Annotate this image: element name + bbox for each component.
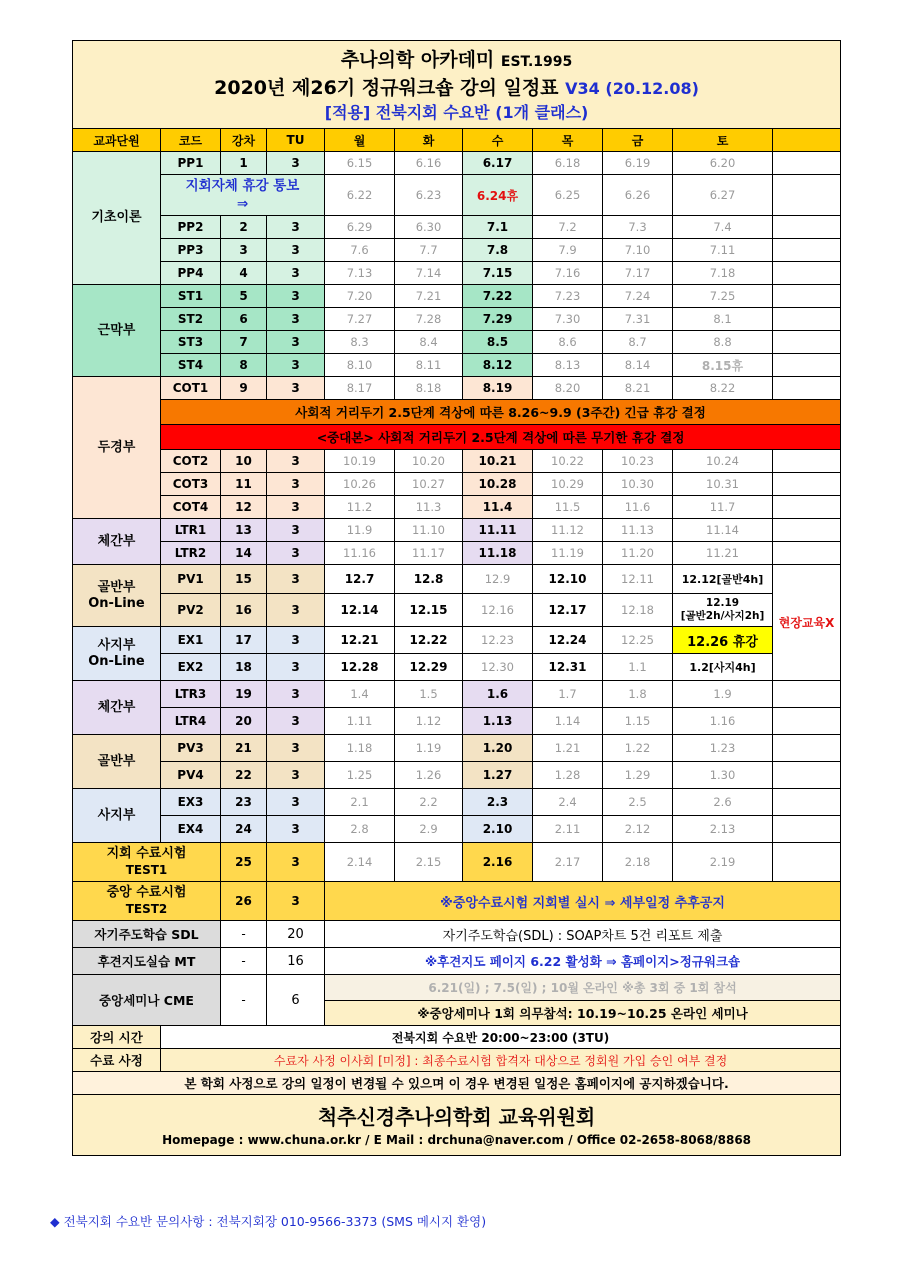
holiday-wed: 6.24휴 <box>463 175 533 216</box>
cme-note-2: ※중앙세미나 1회 의무참석: 10.19~10.25 온라인 세미나 <box>325 1000 841 1026</box>
table-row: 골반부 On-Line PV1 15 3 12.7 12.8 12.9 12.10 12.11 12.12[골반4h] 현장교육X <box>73 565 841 594</box>
col-unit: 교과단원 <box>73 129 161 152</box>
schedule-sheet <box>72 40 840 1156</box>
orange-banner: 사회적 거리두기 2.5단계 격상에 따른 8.26~9.9 (3주간) 긴급 휴강 결정 <box>161 400 841 425</box>
col-mon: 월 <box>325 129 395 152</box>
completion-note: 수료자 사정 이사회 [미정] : 최종수료시험 합격자 대상으로 정회원 가입 승인 여부 결정 <box>161 1049 841 1072</box>
sdl-note: 자기주도학습(SDL) : SOAP차트 5건 리포트 제출 <box>325 921 841 948</box>
table-row <box>73 400 841 425</box>
footer-block <box>73 1095 841 1156</box>
red-banner: <중대본> 사회적 거리두기 2.5단계 격상에 따른 무기한 휴강 결정 <box>161 425 841 450</box>
table-row: COT3 11 3 10.26 10.27 10.28 10.29 10.30 10.31 <box>73 473 841 496</box>
table-row <box>73 425 841 450</box>
table-row: PV4 22 3 1.25 1.26 1.27 1.28 1.29 1.30 <box>73 762 841 789</box>
table-row: 기초이론 PP1 1 3 6.15 6.16 6.17 6.18 6.19 6.20 <box>73 152 841 175</box>
col-wed: 수 <box>463 129 533 152</box>
col-lecture: 강차 <box>221 129 267 152</box>
test2-note: ※중앙수료시험 지회별 실시 ⇒ 세부일정 추후공지 <box>325 882 841 921</box>
table-row: ST4 8 3 8.10 8.11 8.12 8.13 8.14 8.15휴 <box>73 354 841 377</box>
table-row: 체간부 LTR3 19 3 1.4 1.5 1.6 1.7 1.8 1.9 <box>73 681 841 708</box>
table-row: LTR4 20 3 1.11 1.12 1.13 1.14 1.15 1.16 <box>73 708 841 735</box>
table-row: 사지부 EX3 23 3 2.1 2.2 2.3 2.4 2.5 2.6 <box>73 789 841 816</box>
unit-basic: 기초이론 <box>73 152 161 285</box>
table-row: 사지부 On-Line EX1 17 3 12.21 12.22 12.23 12.24 12.25 12.26 휴강 <box>73 627 841 654</box>
table-row: COT2 10 3 10.19 10.20 10.21 10.22 10.23 10.24 <box>73 450 841 473</box>
unit-limb-2: 사지부 <box>73 789 161 843</box>
col-thu: 목 <box>533 129 603 152</box>
col-blank <box>773 129 841 152</box>
table-row: 지회 수료시험 TEST1 25 3 2.14 2.15 2.16 2.17 2.18 2.19 <box>73 843 841 882</box>
org-name: 척추신경추나의학회 교육위원회 <box>317 1105 596 1129</box>
table-row: 지회자체 휴강 통보 ⇒ 6.22 6.23 6.24휴 6.25 6.26 6.27 <box>73 175 841 216</box>
cme-note-1: 6.21(일) ; 7.5(일) ; 10월 온라인 ※총 3회 중 1회 참석 <box>325 975 841 1001</box>
holiday-notice: 지회자체 휴강 통보 ⇒ <box>161 175 325 216</box>
table-row: LTR2 14 3 11.16 11.17 11.18 11.19 11.20 11.21 <box>73 542 841 565</box>
unit-trunk-1: 체간부 <box>73 519 161 565</box>
col-sat: 토 <box>673 129 773 152</box>
table-row: ST3 7 3 8.3 8.4 8.5 8.6 8.7 8.8 <box>73 331 841 354</box>
table-row: 수료 사정 수료자 사정 이사회 [미정] : 최종수료시험 합격자 대상으로 정회원 가입 승인 여부 결정 <box>73 1049 841 1072</box>
contact-info: Homepage : www.chuna.or.kr / E Mail : drchuna@naver.com / Office 02-2658-8068/8868 <box>162 1133 752 1147</box>
lecture-time: 전북지회 수요반 20:00~23:00 (3TU) <box>161 1026 841 1049</box>
unit-limb-online: 사지부 On-Line <box>73 627 161 681</box>
schedule-table <box>72 40 841 1156</box>
col-fri: 금 <box>603 129 673 152</box>
test1-label: 지회 수료시험 TEST1 <box>73 843 221 882</box>
table-row: ST2 6 3 7.27 7.28 7.29 7.30 7.31 8.1 <box>73 308 841 331</box>
table-row: 중앙 수료시험 TEST2 26 3 ※중앙수료시험 지회별 실시 ⇒ 세부일정 추후공지 <box>73 882 841 921</box>
mt-note: ※후견지도 페이지 6.22 활성화 ⇒ 홈페이지>정규워크숍 <box>325 948 841 975</box>
version-label: V34 (20.12.08) <box>565 79 699 98</box>
header <box>73 41 841 129</box>
sat-holiday: 12.26 휴강 <box>673 627 773 654</box>
col-code: 코드 <box>161 129 221 152</box>
table-row: 두경부 COT1 9 3 8.17 8.18 8.19 8.20 8.21 8.22 <box>73 377 841 400</box>
table-row: COT4 12 3 11.2 11.3 11.4 11.5 11.6 11.7 <box>73 496 841 519</box>
branch-contact: ◆ 전북지회 수요반 문의사항 : 전북지회장 010-9566-3373 (SMS 메시지 환영) <box>50 1214 487 1229</box>
table-row <box>73 1072 841 1095</box>
table-row: 체간부 LTR1 13 3 11.9 11.10 11.11 11.12 11.13 11.14 <box>73 519 841 542</box>
column-header-row <box>73 129 841 152</box>
table-row: 후견지도실습 MT - 16 ※후견지도 페이지 6.22 활성화 ⇒ 홈페이지>정규워크숍 <box>73 948 841 975</box>
col-tue: 화 <box>395 129 463 152</box>
table-row: 강의 시간 전북지회 수요반 20:00~23:00 (3TU) <box>73 1026 841 1049</box>
est-label: EST.1995 <box>500 54 573 70</box>
unit-muscle: 근막부 <box>73 285 161 377</box>
change-notice: 본 학회 사정으로 강의 일정이 변경될 수 있으며 이 경우 변경된 일정은 홈페이지에 공지하겠습니다. <box>73 1072 841 1095</box>
table-row: PV2 16 3 12.14 12.15 12.16 12.17 12.18 12.19 [골반2h/사지2h] <box>73 594 841 627</box>
unit-trunk-2: 체간부 <box>73 681 161 735</box>
table-row: PP2 2 3 6.29 6.30 7.1 7.2 7.3 7.4 <box>73 216 841 239</box>
table-row: 중앙세미나 CME - 6 6.21(일) ; 7.5(일) ; 10월 온라인 ※총 3회 중 1회 참석 <box>73 975 841 1001</box>
table-row: 자기주도학습 SDL - 20 자기주도학습(SDL) : SOAP차트 5건 리포트 제출 <box>73 921 841 948</box>
class-subtitle: [적용] 전북지회 수요반 (1개 클래스) <box>324 103 589 122</box>
academy-title: 추나의학 아카데미 <box>340 49 495 71</box>
onsite-note: 현장교육X <box>773 565 841 681</box>
table-row: 근막부 ST1 5 3 7.20 7.21 7.22 7.23 7.24 7.25 <box>73 285 841 308</box>
table-row: PP3 3 3 7.6 7.7 7.8 7.9 7.10 7.11 <box>73 239 841 262</box>
unit-pelvis-2: 골반부 <box>73 735 161 789</box>
table-row: PP4 4 3 7.13 7.14 7.15 7.16 7.17 7.18 <box>73 262 841 285</box>
table-row: 골반부 PV3 21 3 1.18 1.19 1.20 1.21 1.22 1.23 <box>73 735 841 762</box>
table-row: EX4 24 3 2.8 2.9 2.10 2.11 2.12 2.13 <box>73 816 841 843</box>
test2-label: 중앙 수료시험 TEST2 <box>73 882 221 921</box>
unit-cranial: 두경부 <box>73 377 161 519</box>
unit-pelvis-online: 골반부 On-Line <box>73 565 161 627</box>
table-row: EX2 18 3 12.28 12.29 12.30 12.31 1.1 1.2[사지4h] <box>73 654 841 681</box>
col-tu: TU <box>267 129 325 152</box>
schedule-title: 2020년 제26기 정규워크숍 강의 일정표 <box>214 77 559 99</box>
